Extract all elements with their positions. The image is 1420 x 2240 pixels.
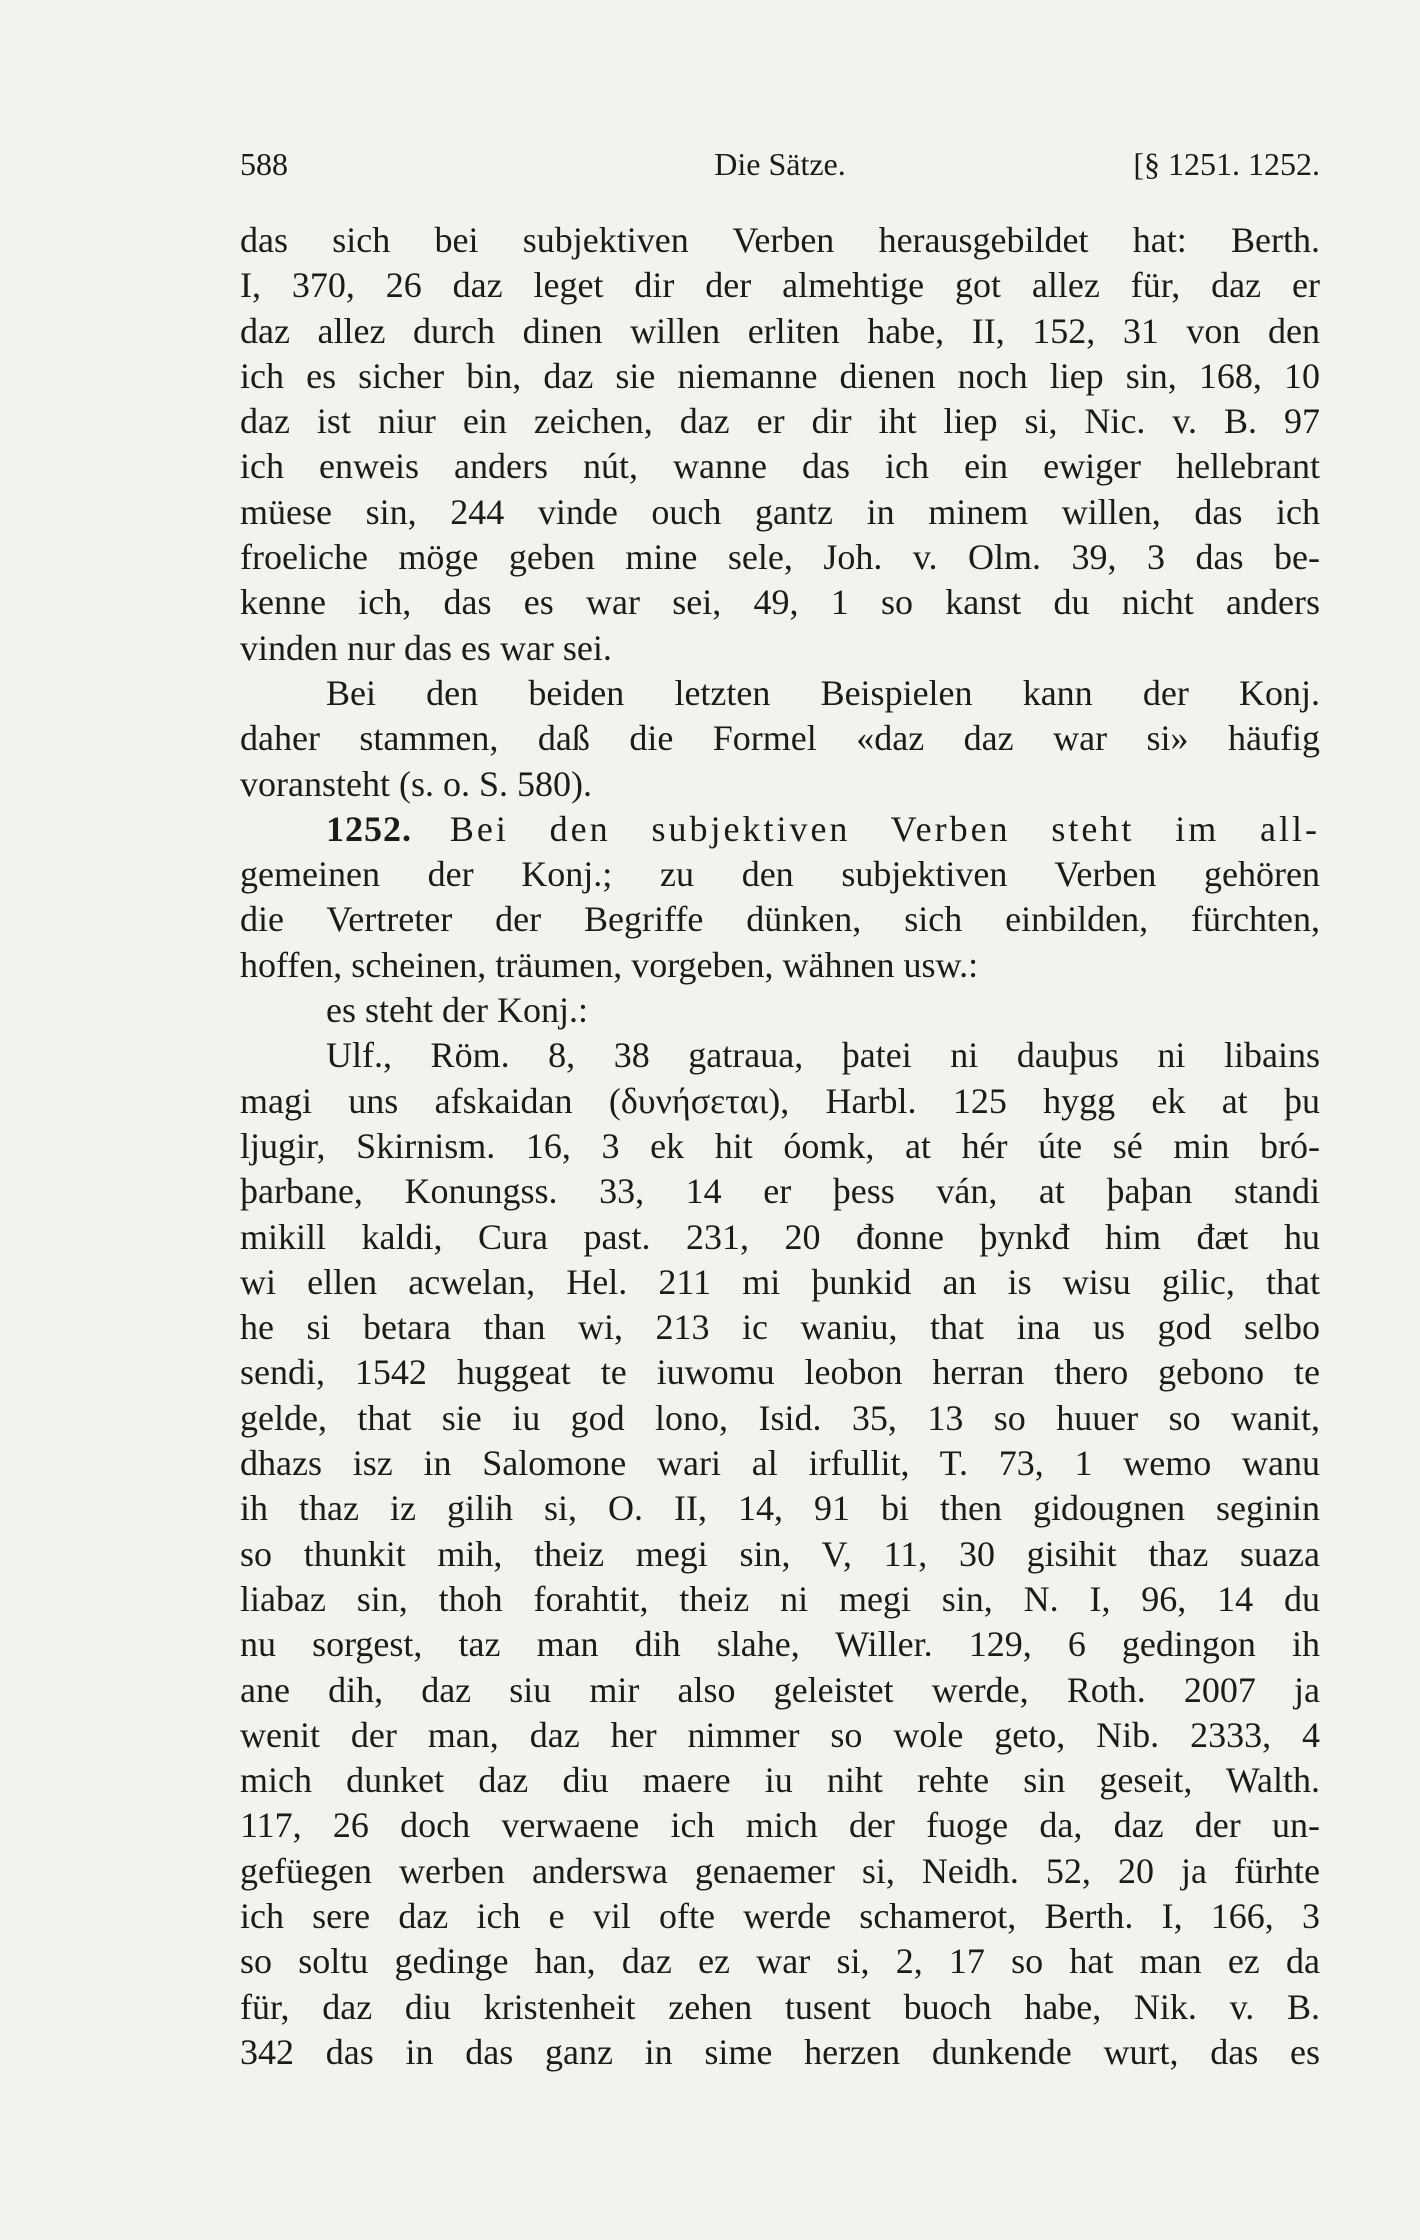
text-line: ane dih, daz siu mir also geleistet werde, Roth. 2007 ja [240, 1669, 1320, 1710]
text-line: wi ellen acwelan, Hel. 211 mi þunkid an is wisu gilic, that [240, 1261, 1320, 1302]
text-line: die Vertreter der Begriffe dünken, sich einbilden, fürchten, [240, 899, 1320, 940]
text-line: 117, 26 doch verwaene ich mich der fuoge da, daz der un- [240, 1805, 1320, 1846]
text-line: es steht der Konj.: [326, 990, 588, 1031]
section-lead: Bei den subjektiven Verben steht im all- [449, 808, 1320, 849]
text-line: daz allez durch dinen willen erliten habe, II, 152, 31 von den [240, 310, 1320, 351]
text-line: þarbane, Konungss. 33, 14 er þess ván, at þaþan standi [240, 1171, 1320, 1212]
text-line: Bei den beiden letzten Beispielen kann der Konj. [326, 672, 1320, 713]
running-header [240, 142, 1320, 186]
text-line: 342 das in das ganz in sime herzen dunkende wurt, das es [240, 2031, 1320, 2072]
section-heading-line [240, 807, 1320, 852]
text-line: ich es sicher bin, daz sie niemanne dienen noch liep sin, 168, 10 [240, 355, 1320, 396]
text-line: daz ist niur ein zeichen, daz er dir iht liep si, Nic. v. B. 97 [240, 401, 1320, 442]
text-line: liabaz sin, thoh forahtit, theiz ni megi sin, N. I, 96, 14 du [240, 1578, 1320, 1619]
text-line: das sich bei subjektiven Verben herausgebildet hat: Berth. [240, 220, 1320, 260]
text-line: kenne ich, das es war sei, 49, 1 so kanst du nicht anders [240, 582, 1320, 623]
text-line: für, daz diu kristenheit zehen tusent buoch habe, Nik. v. B. [240, 1986, 1320, 2027]
text-line: froeliche möge geben mine sele, Joh. v. Olm. 39, 3 das be- [240, 537, 1320, 578]
text-line: I, 370, 26 daz leget dir der almehtige got allez für, daz er [240, 265, 1320, 306]
text-line: wenit der man, daz her nimmer so wole geto, Nib. 2333, 4 [240, 1714, 1320, 1755]
text-line: ich sere daz ich e vil ofte werde schamerot, Berth. I, 166, 3 [240, 1895, 1320, 1936]
text-line: so thunkit mih, theiz megi sin, V, 11, 30 gisihit thaz suaza [240, 1533, 1320, 1574]
page-number: 588 [240, 146, 288, 182]
text-line: magi uns afskaidan (δυνήσεται), Harbl. 125 hygg ek at þu [240, 1080, 1320, 1121]
running-title: Die Sätze. [714, 146, 846, 182]
text-line: mikill kaldi, Cura past. 231, 20 đonne þynkđ him đæt hu [240, 1216, 1320, 1257]
text-line: sendi, 1542 huggeat te iuwomu leobon herran thero gebono te [240, 1352, 1320, 1393]
text-line: gelde, that sie iu god lono, Isid. 35, 13 so huuer so wanit, [240, 1397, 1320, 1438]
text-line: voransteht (s. o. S. 580). [240, 763, 592, 804]
text-line: gemeinen der Konj.; zu den subjektiven Verben gehören [240, 854, 1320, 895]
text-line: nu sorgest, taz man dih slahe, Willer. 129, 6 gedingon ih [240, 1624, 1320, 1665]
text-line: so soltu gedinge han, daz ez war si, 2, 17 so hat man ez da [240, 1941, 1320, 1982]
text-line: gefüegen werben anderswa genaemer si, Neidh. 52, 20 ja fürhte [240, 1850, 1320, 1891]
text-line: daher stammen, daß die Formel «daz daz war si» häufig [240, 718, 1320, 759]
text-line: dhazs isz in Salomone wari al irfullit, T. 73, 1 wemo wanu [240, 1443, 1320, 1484]
section-number: 1252. [326, 808, 412, 849]
text-line: müese sin, 244 vinde ouch gantz in minem willen, das ich [240, 491, 1320, 532]
text-line: ih thaz iz gilih si, O. II, 14, 91 bi then gidougnen seginin [240, 1488, 1320, 1529]
body-text [240, 218, 1320, 2075]
text-line: he si betara than wi, 213 ic waniu, that ina us god selbo [240, 1307, 1320, 1348]
text-line: ich enweis anders nút, wanne das ich ein ewiger hellebrant [240, 446, 1320, 487]
section-reference: [§ 1251. 1252. [1133, 146, 1320, 182]
text-line: ljugir, Skirnism. 16, 3 ek hit óomk, at hér úte sé min bró- [240, 1125, 1320, 1166]
text-line: hoffen, scheinen, träumen, vorgeben, wähnen usw.: [240, 944, 979, 985]
text-line: mich dunket daz diu maere iu niht rehte sin geseit, Walth. [240, 1760, 1320, 1801]
text-line: vinden nur das es war sei. [240, 627, 612, 668]
text-line: Ulf., Röm. 8, 38 gatraua, þatei ni dauþus ni libains [326, 1035, 1320, 1076]
